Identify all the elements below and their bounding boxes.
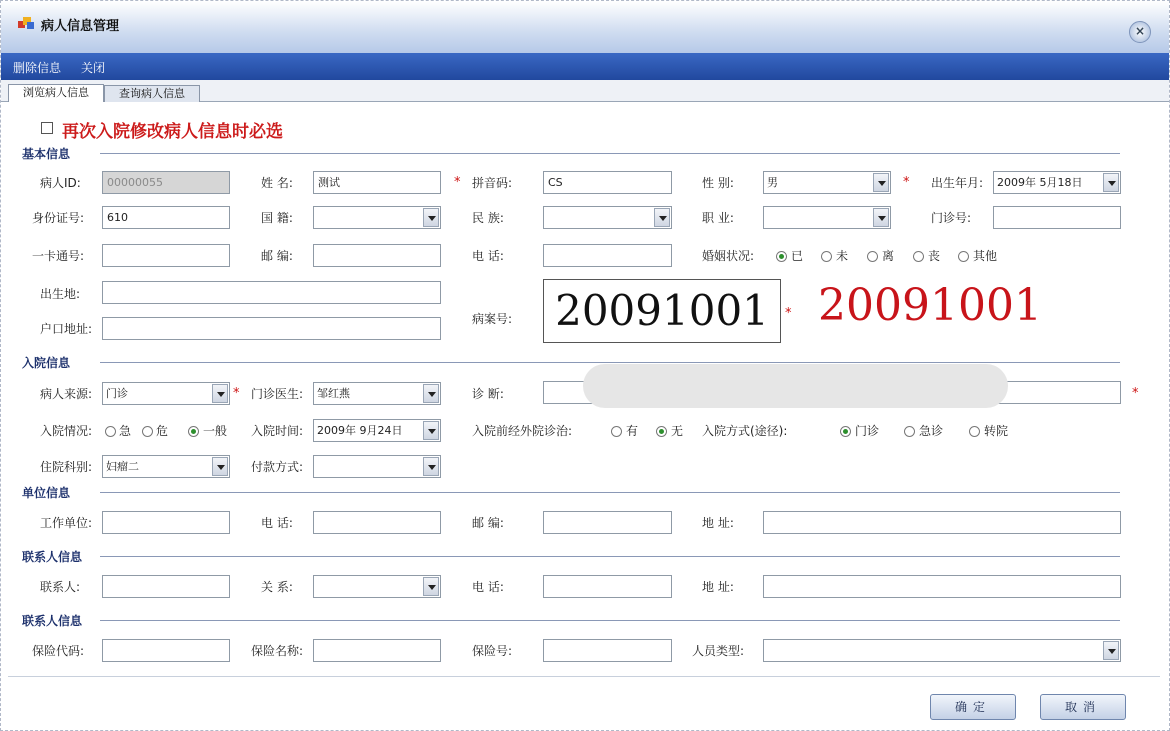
title-bar <box>1 1 1169 53</box>
chevron-down-icon[interactable] <box>212 384 228 403</box>
source-value: 门诊 <box>106 387 128 400</box>
employer-postcode-label: 邮 编: <box>472 516 504 530</box>
admit-method-label: 入院方式(途径): <box>702 424 788 438</box>
method-radio-transfer[interactable] <box>969 426 980 437</box>
employer-phone-label: 电 话: <box>261 516 293 530</box>
source-required-mark: * <box>233 386 240 401</box>
clinic-no-label: 门诊号: <box>931 211 972 225</box>
section-employer-divider <box>100 492 1120 493</box>
chevron-down-icon[interactable] <box>1103 173 1119 192</box>
chevron-down-icon[interactable] <box>423 384 439 403</box>
employer-unit-label: 工作单位: <box>40 516 93 530</box>
marital-option-widowed: 丧 <box>928 249 941 263</box>
tab-query-patient[interactable] <box>104 85 200 102</box>
prior-radio-yes[interactable] <box>611 426 622 437</box>
condition-option-normal: 一般 <box>203 424 228 438</box>
chevron-down-icon[interactable] <box>423 421 439 440</box>
confirm-button[interactable]: 确定 <box>930 694 1016 720</box>
condition-radio-critical[interactable] <box>142 426 153 437</box>
prior-radio-no[interactable] <box>656 426 667 437</box>
window-title: 病人信息管理 <box>41 19 120 34</box>
tab-query-label: 查询病人信息 <box>119 87 185 100</box>
section-insurance-divider <box>100 620 1120 621</box>
person-type-label: 人员类型: <box>692 644 745 658</box>
case-no-field[interactable]: 20091001 <box>543 279 781 343</box>
insurance-code-label: 保险代码: <box>32 644 85 658</box>
admit-time-label: 入院时间: <box>251 424 304 438</box>
payment-label: 付款方式: <box>251 460 304 474</box>
birthdate-value: 2009年 5月18日 <box>997 176 1083 189</box>
section-contact-divider <box>100 556 1120 557</box>
contact-person-field[interactable] <box>102 575 230 598</box>
payment-select[interactable] <box>313 455 441 478</box>
birthplace-label: 出生地: <box>40 287 81 301</box>
department-select[interactable] <box>102 455 230 478</box>
contact-relation-select[interactable] <box>313 575 441 598</box>
chevron-down-icon[interactable] <box>873 173 889 192</box>
prior-option-no: 无 <box>671 424 684 438</box>
name-required-mark: * <box>454 175 461 190</box>
prior-option-yes: 有 <box>626 424 639 438</box>
occupation-label: 职 业: <box>702 211 734 225</box>
marital-radio-single[interactable] <box>821 251 832 262</box>
marital-radio-divorced[interactable] <box>867 251 878 262</box>
marital-radio-other[interactable] <box>958 251 969 262</box>
name-label: 姓 名: <box>261 176 293 190</box>
contact-address-field[interactable] <box>763 575 1121 598</box>
gender-label: 性 别: <box>702 176 734 190</box>
redaction-blur <box>583 364 1008 408</box>
section-basic-divider <box>100 153 1120 154</box>
condition-option-critical: 危 <box>156 424 169 438</box>
contact-address-label: 地 址: <box>702 580 734 594</box>
insurance-number-label: 保险号: <box>472 644 513 658</box>
department-value: 妇瘤二 <box>106 460 139 473</box>
patient-id-label: 病人ID: <box>40 176 81 190</box>
section-insurance-title: 联系人信息 <box>22 614 83 628</box>
doctor-label: 门诊医生: <box>251 387 304 401</box>
section-contact-title: 联系人信息 <box>22 550 83 564</box>
birthdate-picker[interactable] <box>993 171 1121 194</box>
tab-browse-patient[interactable] <box>8 84 104 102</box>
doctor-value: 邹红燕 <box>317 387 350 400</box>
employer-unit-field[interactable] <box>102 511 230 534</box>
window-close-button[interactable] <box>1129 21 1151 43</box>
postcode-field[interactable] <box>313 244 441 267</box>
id-card-field[interactable]: 610 <box>102 206 230 229</box>
chevron-down-icon[interactable] <box>423 457 439 476</box>
employer-postcode-field[interactable] <box>543 511 672 534</box>
ethnicity-label: 民 族: <box>472 211 504 225</box>
marital-radio-widowed[interactable] <box>913 251 924 262</box>
close-button[interactable]: 关闭 <box>81 61 106 75</box>
household-label: 户口地址: <box>40 322 93 336</box>
card-no-label: 一卡通号: <box>32 249 85 263</box>
source-label: 病人来源: <box>40 387 93 401</box>
gender-select[interactable] <box>763 171 891 194</box>
section-basic-title: 基本信息 <box>22 147 71 161</box>
employer-address-label: 地 址: <box>702 516 734 530</box>
chevron-down-icon[interactable] <box>423 208 439 227</box>
source-select[interactable] <box>102 382 230 405</box>
footer-divider <box>8 676 1160 677</box>
phone-field[interactable] <box>543 244 672 267</box>
tab-browse-label: 浏览病人信息 <box>23 86 89 99</box>
name-field[interactable]: 测试 <box>313 171 441 194</box>
pinyin-field[interactable]: CS <box>543 171 672 194</box>
diagnosis-label: 诊 断: <box>472 387 504 401</box>
contact-phone-field[interactable] <box>543 575 672 598</box>
admit-time-picker[interactable] <box>313 419 441 442</box>
case-no-annotation: 20091001 <box>818 280 1042 331</box>
gender-required-mark: * <box>903 175 910 190</box>
pinyin-label: 拼音码: <box>472 176 513 190</box>
insurance-name-field[interactable] <box>313 639 441 662</box>
cancel-button[interactable]: 取消 <box>1040 694 1126 720</box>
gender-value: 男 <box>767 176 778 189</box>
department-label: 住院科别: <box>40 460 93 474</box>
chevron-down-icon[interactable] <box>873 208 889 227</box>
doctor-select[interactable] <box>313 382 441 405</box>
contact-person-label: 联系人: <box>40 580 81 594</box>
insurance-number-field[interactable] <box>543 639 672 662</box>
window-app-icon <box>18 17 34 29</box>
section-admission-title: 入院信息 <box>22 356 71 370</box>
toolbar <box>1 53 1169 80</box>
case-no-label: 病案号: <box>472 312 513 326</box>
diagnosis-required-mark: * <box>1132 386 1139 401</box>
section-admission-divider <box>100 362 1120 363</box>
method-option-transfer: 转院 <box>984 424 1009 438</box>
birthplace-field[interactable] <box>102 281 441 304</box>
condition-radio-urgent[interactable] <box>105 426 116 437</box>
chevron-down-icon[interactable] <box>212 457 228 476</box>
employer-address-field[interactable] <box>763 511 1121 534</box>
method-radio-clinic[interactable] <box>840 426 851 437</box>
insurance-name-label: 保险名称: <box>251 644 304 658</box>
nationality-label: 国 籍: <box>261 211 293 225</box>
condition-radio-normal[interactable] <box>188 426 199 437</box>
prior-treatment-label: 入院前经外院诊治: <box>472 424 573 438</box>
nationality-select[interactable] <box>313 206 441 229</box>
ethnicity-select[interactable] <box>543 206 672 229</box>
delete-info-button[interactable]: 删除信息 <box>13 61 62 75</box>
readmit-label: 再次入院修改病人信息时必选 <box>62 122 283 142</box>
birthdate-label: 出生年月: <box>931 176 984 190</box>
patient-id-field: 00000055 <box>102 171 230 194</box>
person-type-select[interactable] <box>763 639 1121 662</box>
method-option-clinic: 门诊 <box>855 424 880 438</box>
condition-label: 入院情况: <box>40 424 93 438</box>
phone-label: 电 话: <box>472 249 504 263</box>
marital-label: 婚姻状况: <box>702 249 755 263</box>
method-option-emergency: 急诊 <box>919 424 944 438</box>
contact-relation-label: 关 系: <box>261 580 293 594</box>
marital-option-married: 已 <box>791 249 804 263</box>
marital-option-single: 未 <box>836 249 849 263</box>
clinic-no-field[interactable] <box>993 206 1121 229</box>
condition-option-urgent: 急 <box>119 424 132 438</box>
marital-radio-married[interactable] <box>776 251 787 262</box>
marital-option-other: 其他 <box>973 249 998 263</box>
method-radio-emergency[interactable] <box>904 426 915 437</box>
chevron-down-icon[interactable] <box>423 577 439 596</box>
section-employer-title: 单位信息 <box>22 486 71 500</box>
chevron-down-icon[interactable] <box>654 208 670 227</box>
marital-option-divorced: 离 <box>882 249 895 263</box>
contact-phone-label: 电 话: <box>472 580 504 594</box>
postcode-label: 邮 编: <box>261 249 293 263</box>
close-icon: × <box>1134 24 1146 38</box>
case-no-required-mark: * <box>785 306 792 321</box>
occupation-select[interactable] <box>763 206 891 229</box>
id-card-label: 身份证号: <box>32 211 85 225</box>
household-field[interactable] <box>102 317 441 340</box>
chevron-down-icon[interactable] <box>1103 641 1119 660</box>
employer-phone-field[interactable] <box>313 511 441 534</box>
admit-time-value: 2009年 9月24日 <box>317 424 403 437</box>
card-no-field[interactable] <box>102 244 230 267</box>
readmit-checkbox[interactable] <box>41 122 53 134</box>
insurance-code-field[interactable] <box>102 639 230 662</box>
